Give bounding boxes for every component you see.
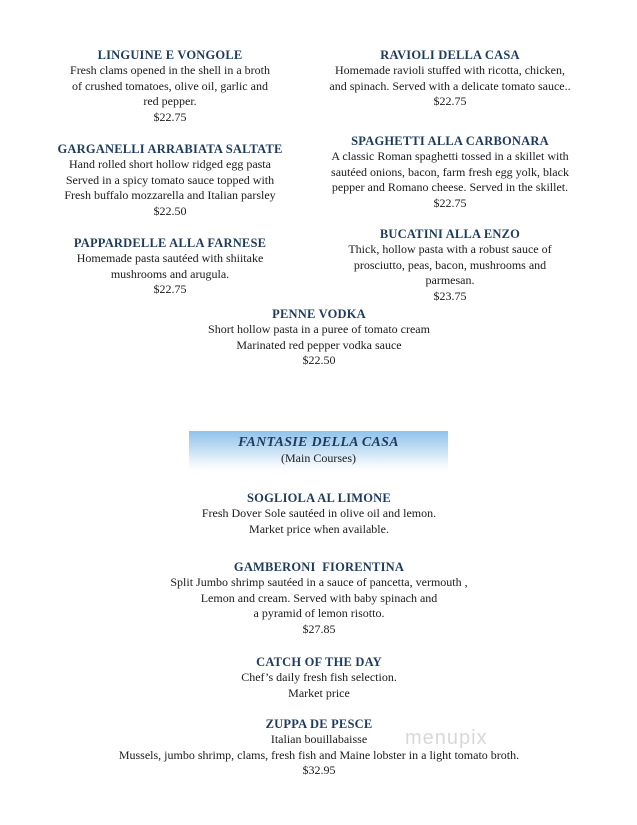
item-name: RAVIOLI DELLA CASA (380, 48, 520, 62)
item-desc: sautéed onions, bacon, farm fresh egg yolk, black (331, 164, 569, 179)
item-name: PAPPARDELLE ALLA FARNESE (73, 236, 267, 250)
item-desc: Marinated red pepper vodka sauce (236, 337, 402, 352)
menu-item-ravioli (310, 47, 590, 110)
item-desc: Homemade ravioli stuffed with ricotta, chicken, (334, 63, 566, 77)
item-desc: Thick, hollow pasta with a robust sauce of (348, 242, 552, 256)
item-desc: red pepper. (143, 94, 197, 108)
item-desc: Lemon and cream. Served with baby spinach and (200, 590, 438, 605)
item-desc: and spinach. Served with a delicate tomato sauce.. (329, 78, 571, 93)
item-name: CATCH OF THE DAY (256, 655, 382, 669)
item-desc: Hand rolled short hollow ridged egg pasta (69, 157, 271, 171)
item-desc: Fresh clams opened in the shell in a broth (70, 63, 270, 77)
section-banner (189, 431, 448, 471)
item-desc: Chef’s daily fresh fish selection. (241, 670, 397, 684)
item-price: $27.85 (302, 621, 336, 636)
menu-item-carbonara (305, 133, 595, 211)
item-desc: Market price (288, 685, 350, 700)
item-price: $22.50 (302, 353, 336, 367)
menu-item-linguine (40, 47, 300, 125)
item-desc: a pyramid of lemon risotto. (253, 606, 385, 620)
menu-item-garganelli (30, 141, 310, 219)
item-name: SOGLIOLA AL LIMONE (247, 491, 391, 505)
item-price: $22.75 (433, 94, 467, 108)
item-desc: Split Jumbo shrimp sautéed in a sauce of pancetta, vermouth , (170, 575, 468, 589)
menu-item-pappardelle (40, 235, 300, 298)
item-desc: pepper and Romano cheese. Served in the skillet. (331, 180, 569, 194)
item-desc: Short hollow pasta in a puree of tomato cream (208, 322, 430, 336)
menu-item-penne-vodka (168, 306, 470, 369)
item-desc: Fresh buffalo mozzarella and Italian parsley (64, 188, 276, 202)
item-desc: Italian bouillabaisse (270, 732, 368, 746)
item-price: $22.75 (153, 109, 187, 124)
item-desc: Homemade pasta sautéed with shiitake (76, 251, 264, 265)
menu-item-catch-of-the-day (168, 654, 470, 701)
section-subtitle: (Main Courses) (281, 451, 356, 465)
item-name: PENNE VODKA (272, 307, 366, 321)
item-name: GAMBERONI FIORENTINA (233, 560, 405, 574)
menu-item-bucatini (315, 226, 585, 304)
menu-item-sogliola (148, 490, 490, 537)
item-desc: Market price when available. (249, 521, 389, 536)
item-desc: Fresh Dover Sole sautéed in olive oil and lemon. (201, 506, 437, 520)
item-desc: A classic Roman spaghetti tossed in a skillet with (331, 149, 569, 163)
item-desc: of crushed tomatoes, olive oil, garlic and (72, 78, 268, 93)
item-price: $32.95 (302, 763, 336, 777)
item-desc: mushrooms and arugula. (110, 266, 230, 281)
item-name: SPAGHETTI ALLA CARBONARA (351, 134, 549, 148)
item-name: ZUPPA DE PESCE (265, 717, 373, 731)
item-price: $22.50 (153, 203, 187, 218)
item-price: $22.75 (433, 195, 467, 210)
item-name: LINGUINE E VONGOLE (97, 48, 243, 62)
menu-item-gamberoni (118, 559, 520, 637)
item-desc: Served in a spicy tomato sauce topped with (65, 172, 275, 187)
watermark: menupix (405, 727, 488, 749)
item-name: BUCATINI ALLA ENZO (379, 227, 521, 241)
item-price: $22.75 (153, 282, 187, 296)
item-desc: Mussels, jumbo shrimp, clams, fresh fish and Maine lobster in a light tomato broth. (118, 747, 520, 762)
item-desc: prosciutto, peas, bacon, mushrooms and (353, 257, 547, 272)
item-desc: parmesan. (425, 273, 475, 287)
section-title: FANTASIE DELLA CASA (238, 435, 399, 450)
item-name: GARGANELLI ARRABIATA SALTATE (57, 142, 283, 156)
item-price: $23.75 (433, 288, 467, 303)
